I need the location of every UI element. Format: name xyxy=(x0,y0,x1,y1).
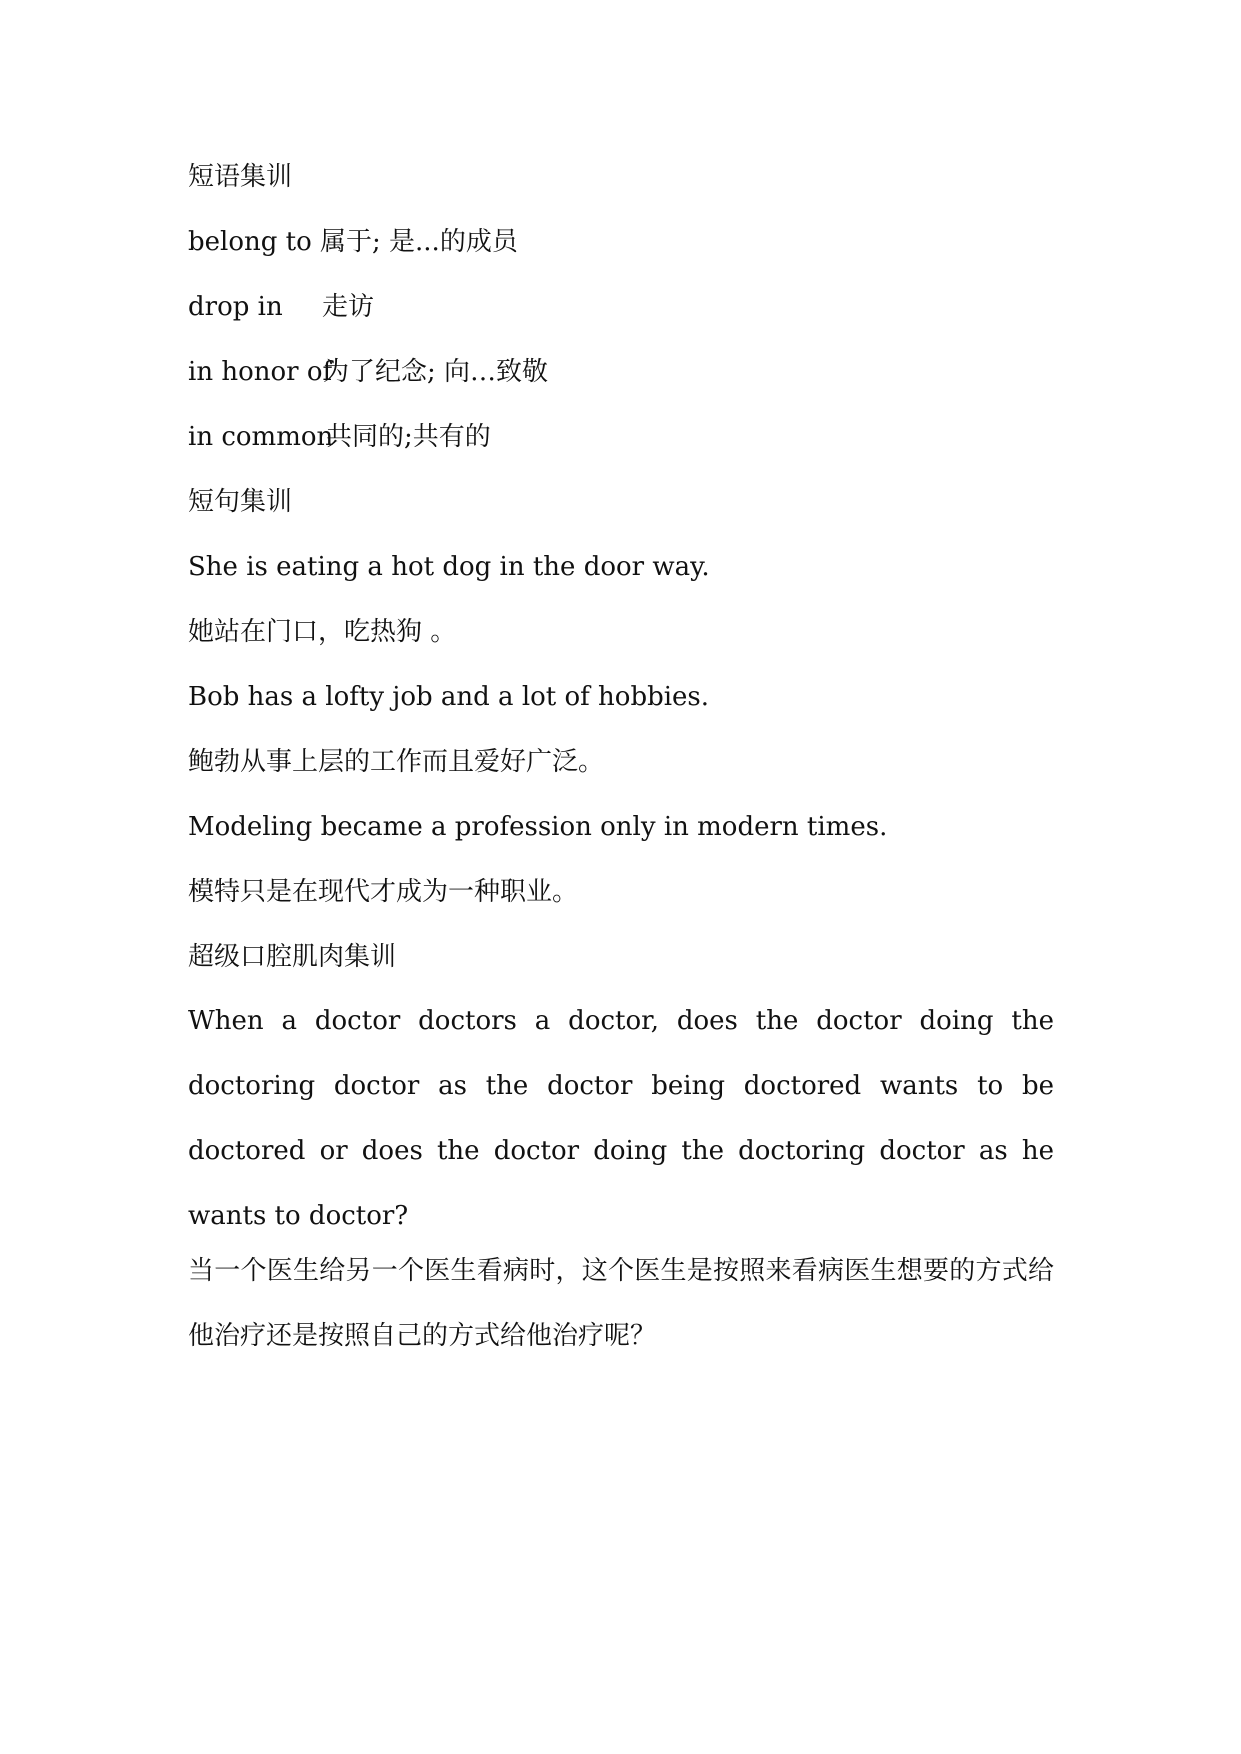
tongue-twister-chinese: 当一个医生给另一个医生看病时，这个医生是按照来看病医生想要的方式给他治疗还是按照自己的方式给他治疗呢？ xyxy=(188,1256,1054,1351)
sentence-chinese: 她站在门口，吃热狗 。 xyxy=(188,617,457,647)
tongue-twister-english: When a doctor doctors a doctor, does the doctor doing the doctoring doctor as the doctor being doctored wants to be doctored or does the doctor doing the doctoring doctor as he wants to doctor? xyxy=(188,1006,1054,1231)
phrase-row xyxy=(188,227,1054,292)
phrase-chinese: 走访 xyxy=(322,292,375,322)
phrase-row xyxy=(188,292,1054,357)
phrase-english: in honor of xyxy=(188,357,333,387)
sentence-english: Bob has a lofty job and a lot of hobbies. xyxy=(188,682,710,712)
phrase-chinese: 为了纪念; 向…致敬 xyxy=(323,357,549,387)
phrase-chinese: 属于; 是...的成员 xyxy=(320,227,518,257)
document-body xyxy=(188,162,1054,1369)
sentence-english: Modeling became a profession only in modern times. xyxy=(188,812,888,842)
phrase-row xyxy=(188,357,1054,422)
phrase-english: drop in xyxy=(188,292,283,322)
phrase-row xyxy=(188,422,1054,487)
sentence-chinese: 模特只是在现代才成为一种职业。 xyxy=(188,877,579,907)
phrase-english: belong to xyxy=(188,227,312,257)
sentence-chinese: 鲍勃从事上层的工作而且爱好广泛。 xyxy=(188,747,605,777)
tongue-twister-heading: 超级口腔肌肉集训 xyxy=(188,942,397,972)
phrase-english: in common xyxy=(188,422,334,452)
sentences-heading: 短句集训 xyxy=(188,487,293,517)
phrases-heading: 短语集训 xyxy=(188,162,293,192)
phrase-chinese: 共同的;共有的 xyxy=(326,422,491,452)
sentence-english: She is eating a hot dog in the door way. xyxy=(188,552,710,582)
